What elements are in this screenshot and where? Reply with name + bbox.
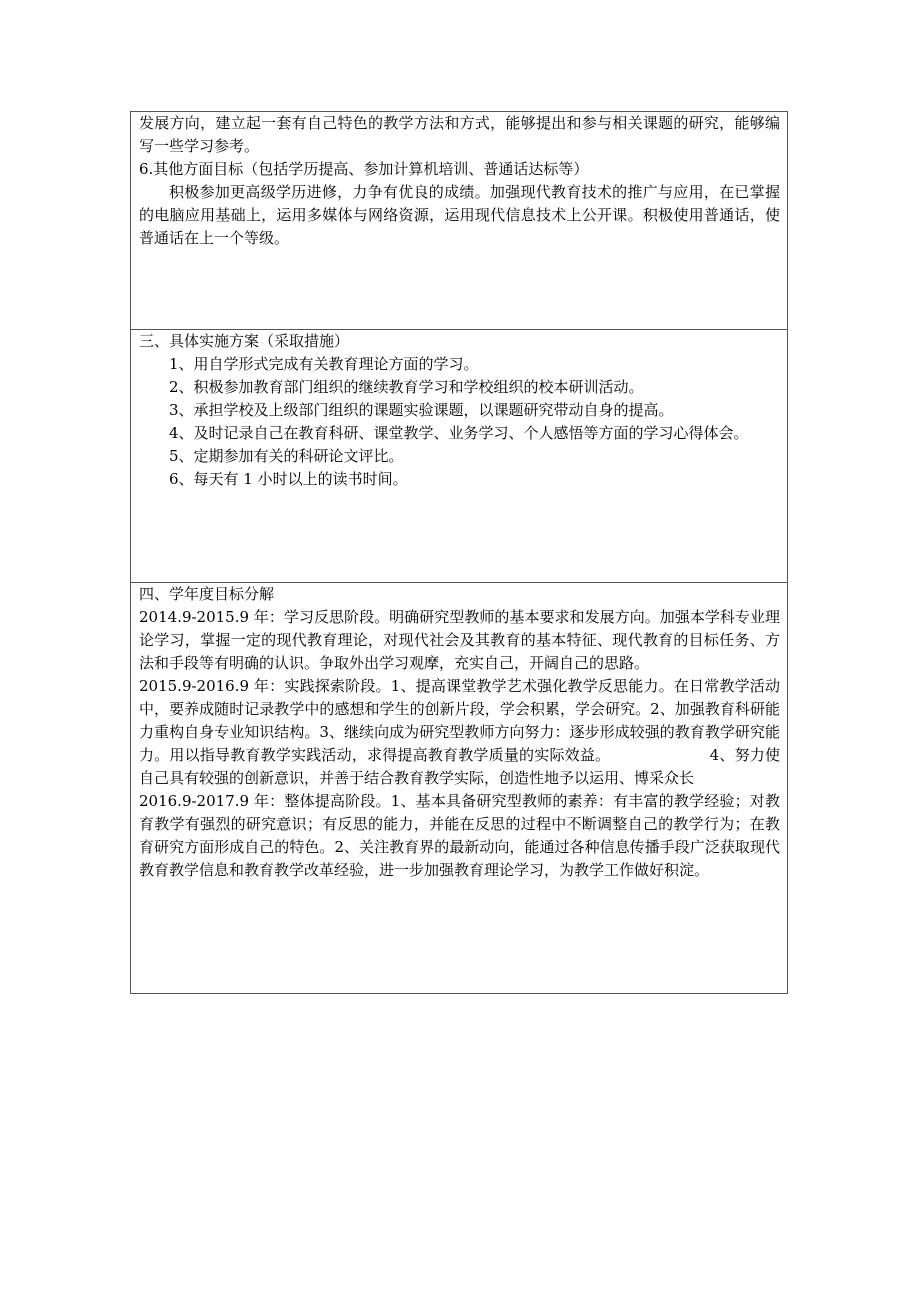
table-cell-measures xyxy=(131,330,787,583)
measure-item: 5、定期参加有关的科研论文评比。 xyxy=(169,447,404,465)
goals-line-1: 发展方向，建立起一套有自己特色的教学方法和方式，能够提出和参与相关课题的研究，能够编写一些学习参考。 xyxy=(139,114,780,155)
goals-paragraph: 积极参加更高级学历进修，力争有优良的成绩。加强现代教育技术的推广与应用，在已掌握的电脑应用基础上，运用多媒体与网络资源，运用现代信息技术上公开课。积极使用普通话，使普通话在上一个等级。 xyxy=(139,183,780,247)
annual-goal-paragraph: 2016.9-2017.9 年：整体提高阶段。1、基本具备研究型教师的素养：有丰富的教学经验；对教育教学有强烈的研究意识；有反思的能力，并能在反思的过程中不断调整自己的教学行为；在教育研究方面形成自己的特色。2、关注教育界的最新动向，能通过各种信息传播手段广泛获取现代教育教学信息和教育教学改革经验，进一步加强教育理论学习，为教学工作做好积淀。 xyxy=(139,792,780,879)
table-cell-annual-goals xyxy=(131,583,787,993)
measures-heading: 三、具体实施方案（采取措施） xyxy=(139,332,350,350)
goals-subheading: 6.其他方面目标（包括学历提高、参加计算机培训、普通话达标等） xyxy=(139,160,589,178)
measure-item: 4、及时记录自己在教育科研、课堂教学、业务学习、个人感悟等方面的学习心得体会。 xyxy=(169,424,749,442)
measure-item: 6、每天有 1 小时以上的读书时间。 xyxy=(169,470,408,488)
plan-table xyxy=(130,111,788,994)
annual-goals-heading: 四、学年度目标分解 xyxy=(139,585,275,603)
measure-item: 2、积极参加教育部门组织的继续教育学习和学校组织的校本研训活动。 xyxy=(169,378,644,396)
measure-item: 3、承担学校及上级部门组织的课题实验课题，以课题研究带动自身的提高。 xyxy=(169,401,674,419)
annual-goal-paragraph: 2015.9-2016.9 年：实践探索阶段。1、提高课堂教学艺术强化教学反思能力。在日常教学活动中，要养成随时记录教学中的感想和学生的创新片段，学会积累，学会研究。2、加强教育科研能力重构自身专业知识结构。3、继续向成为研究型教师方向努力：逐步形成较强的教育教学研究能力。用以指导教育教学实践活动，求得提高教育教学质量的实际效益。 4、努力使自己具有较强的创新意识，并善于结合教育教学实际，创造性地予以运用、博采众长 xyxy=(139,677,780,787)
table-cell-goals xyxy=(131,112,787,330)
annual-goal-paragraph: 2014.9-2015.9 年：学习反思阶段。明确研究型教师的基本要求和发展方向。加强本学科专业理论学习，掌握一定的现代教育理论，对现代社会及其教育的基本特征、现代教育的目标任务、方法和手段等有明确的认识。争取外出学习观摩，充实自己，开阔自己的思路。 xyxy=(139,608,780,672)
measure-item: 1、用自学形式完成有关教育理论方面的学习。 xyxy=(169,355,479,373)
